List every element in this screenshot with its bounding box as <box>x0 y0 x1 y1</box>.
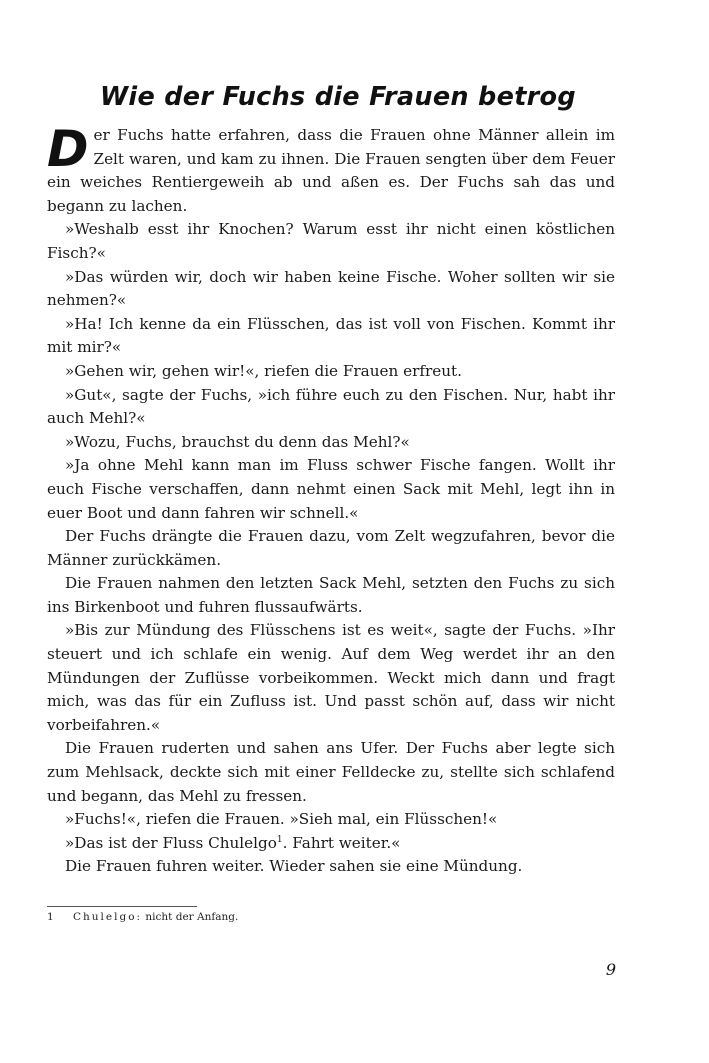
footnote-marker: 1 <box>276 834 283 845</box>
footnote-divider <box>47 906 197 907</box>
footnote-term: Chulelgo: <box>73 911 143 923</box>
last-paragraph: Die Frauen fuhren weiter. Wieder sahen sie eine Mündung. <box>65 857 523 876</box>
paragraph-11: Die Frauen ruderten und sahen ans Ufer. Der Fuchs aber legte sich zum Mehlsack, deckte sich mit einer Felldecke zu, stellte sich schlafend und begann, das Mehl zu fressen. <box>47 739 615 805</box>
footnote-number: 1 <box>47 911 54 923</box>
chulelgo-text-after: . Fahrt weiter.« <box>282 833 401 852</box>
paragraph-9: Die Frauen nahmen den letzten Sack Mehl, setzten den Fuchs zu sich ins Birkenboot und fuhren flussaufwärts. <box>47 574 615 616</box>
paragraph-3: »Ha! Ich kenne da ein Flüsschen, das ist voll von Fischen. Kommt ihr mit mir?« <box>47 314 615 357</box>
paragraph-6: »Wozu, Fuchs, brauchst du denn das Mehl?« <box>65 432 410 451</box>
paragraph-chulelgo <box>47 832 615 856</box>
page-number: 9 <box>605 960 616 979</box>
paragraph-7: »Ja ohne Mehl kann man im Fluss schwer Fische fangen. Wollt ihr euch Fische verschaffen, dann nehmt einen Sack mit Mehl, legt ihn in euer Boot und dann fahren wir schnell.« <box>47 456 615 522</box>
paragraph-10: »Bis zur Mündung des Flüsschens ist es weit«, sagte der Fuchs. »Ihr steuert und ich schlafe ein wenig. Auf dem Weg werdet ihr an den Mündungen der Zuflüsse vorbeikommen. Weckt mich dann und fragt mich, was das für ein Zufluss ist. Und passt schön auf, dass wir nicht vorbeifahren.« <box>47 621 615 734</box>
footnote-text: nicht der Anfang. <box>142 911 239 923</box>
paragraph-4: »Gehen wir, gehen wir!«, riefen die Frauen erfreut. <box>65 361 462 380</box>
footnote <box>47 911 607 923</box>
chulelgo-text-before: »Das ist der Fluss Chulelgo <box>65 833 277 852</box>
paragraph-5: »Gut«, sagte der Fuchs, »ich führe euch zu den Fischen. Nur, habt ihr auch Mehl?« <box>47 385 615 428</box>
paragraph-8: Der Fuchs drängte die Frauen dazu, vom Zelt wegzufahren, bevor die Männer zurückkämen. <box>47 527 615 569</box>
chapter-title: Wie der Fuchs die Frauen betrog <box>100 82 576 112</box>
paragraph-1: »Weshalb esst ihr Knochen? Warum esst ihr nicht einen köstlichen Fisch?« <box>47 220 615 262</box>
drop-cap: D <box>47 120 89 178</box>
paragraph-12: »Fuchs!«, riefen die Frauen. »Sieh mal, ein Flüsschen!« <box>65 810 498 829</box>
paragraph-2: »Das würden wir, doch wir haben keine Fische. Woher sollten wir sie nehmen?« <box>47 267 615 310</box>
first-paragraph <box>47 120 615 218</box>
first-paragraph-text: er Fuchs hatte erfahren, dass die Frauen ohne Männer allein im Zelt waren, und kam zu ihnen. Die Frauen sengten über dem Feuer ein weiches Rentiergeweih ab und aßen es. Der Fuchs sah das und begann zu lachen. <box>47 126 615 215</box>
body-text <box>47 120 615 879</box>
